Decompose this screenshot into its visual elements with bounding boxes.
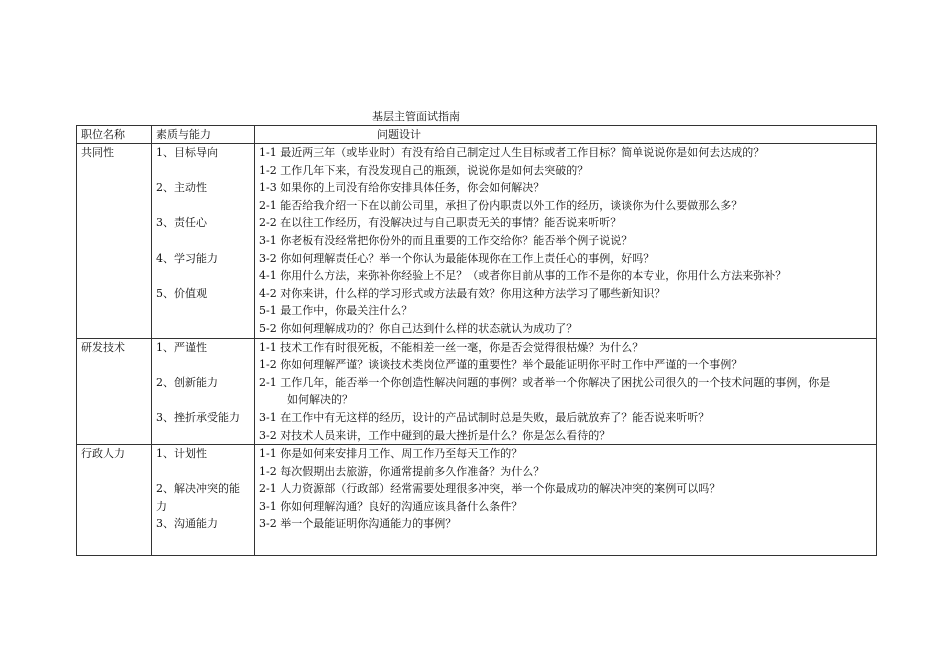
question-item: 2-2 在以往工作经历，有没解决过与自己职责无关的事情？能否说来听听？ xyxy=(259,216,622,230)
question-item: 1-1 技术工作有时很死板，不能相差一丝一毫，你是否会觉得很枯燥？为什么？ xyxy=(259,340,644,354)
quality-item: 3、挫折承受能力 xyxy=(156,410,240,424)
question-item: 1-3 如果你的上司没有给你安排具体任务，你会如何解决？ xyxy=(259,181,545,195)
quality-cell xyxy=(152,445,255,556)
section-row-admin xyxy=(77,445,877,556)
header-quality: 素质与能力 xyxy=(152,126,255,144)
question-item: 4-1 你用什么方法，来弥补你经验上不足？（或者你目前从事的工作不是你的本专业，你用什么方法来弥补？ xyxy=(259,269,787,283)
question-item: 3-1 在工作中有无这样的经历，设计的产品试制时总是失败，最后就放弃了？能否说来听听？ xyxy=(259,410,710,424)
position-name: 行政人力 xyxy=(81,447,125,461)
question-cell xyxy=(255,144,877,339)
question-cell xyxy=(255,445,877,556)
quality-item: 3、责任心 xyxy=(156,216,207,230)
question-item: 3-1 你老板有没经常把你份外的而且重要的工作交给你？能否举个例子说说？ xyxy=(259,233,633,247)
question-item: 1-2 工作几年下来，有没发现自己的瓶颈，说说你是如何去突破的？ xyxy=(259,163,589,177)
question-item: 1-1 最近两三年（或毕业时）有没有给自己制定过人生目标或者工作目标？简单说说你是如何去达成的？ xyxy=(259,146,765,159)
question-item-continuation: 如何解决的？ xyxy=(287,393,353,407)
question-item: 2-1 能否给我介绍一下在以前公司里，承担了份内职责以外工作的经历，谈谈你为什么要做那么多？ xyxy=(259,198,743,212)
question-item: 4-2 对你来讲，什么样的学习形式或方法最有效？你用这种方法学习了哪些新知识？ xyxy=(259,286,666,300)
question-item: 3-2 你如何理解责任心？举一个你认为最能体现你在工作上责任心的事例，好吗？ xyxy=(259,251,655,265)
position-name-cell xyxy=(77,338,152,445)
header-question-label: 问题设计 xyxy=(377,128,421,141)
quality-item: 2、解决冲突的能 xyxy=(156,482,240,496)
header-row xyxy=(77,126,877,144)
quality-item: 1、严谨性 xyxy=(156,340,207,354)
quality-item: 2、创新能力 xyxy=(156,375,218,389)
question-item: 1-1 你是如何来安排月工作、周工作乃至每天工作的？ xyxy=(259,447,523,461)
quality-item: 5、价值观 xyxy=(156,286,207,300)
interview-guide-table xyxy=(76,125,877,556)
question-item: 3-1 你如何理解沟通？良好的沟通应该具备什么条件？ xyxy=(259,499,523,513)
header-position: 职位名称 xyxy=(77,126,152,144)
section-row-rd xyxy=(77,338,877,445)
quality-item: 1、计划性 xyxy=(156,447,207,461)
header-question xyxy=(255,126,877,144)
question-item: 5-2 你如何理解成功的？你自己达到什么样的状态就认为成功了？ xyxy=(259,321,578,335)
quality-cell xyxy=(152,144,255,339)
section-row-common xyxy=(77,144,877,339)
quality-item: 4、学习能力 xyxy=(156,251,218,265)
question-item: 2-1 工作几年，能否举一个你创造性解决问题的事例？或者举一个你解决了困扰公司很久的一个技术问题的事例，你是 xyxy=(259,375,831,389)
question-item: 5-1 最工作中，你最关注什么？ xyxy=(259,304,413,318)
question-item: 3-2 举一个最能证明你沟通能力的事例？ xyxy=(259,517,457,531)
quality-cell xyxy=(152,338,255,445)
question-item: 2-1 人力资源部（行政部）经常需要处理很多冲突，举一个你最成功的解决冲突的案例可以吗？ xyxy=(259,482,721,496)
position-name: 共同性 xyxy=(81,146,114,159)
document-title: 基层主管面试指南 xyxy=(372,110,460,123)
question-item: 1-2 每次假期出去旅游，你通常提前多久作准备？为什么？ xyxy=(259,464,545,478)
quality-item: 1、目标导向 xyxy=(156,146,218,159)
question-item: 1-2 你如何理解严谨？谈谈技术类岗位严谨的重要性？举个最能证明你平时工作中严谨的一个事例？ xyxy=(259,358,743,372)
question-cell xyxy=(255,338,877,445)
position-name-cell xyxy=(77,445,152,556)
question-item: 3-2 对技术人员来讲，工作中碰到的最大挫折是什么？你是怎么看待的？ xyxy=(259,428,611,442)
position-name: 研发技术 xyxy=(81,340,125,354)
quality-item: 2、主动性 xyxy=(156,181,207,195)
position-name-cell xyxy=(77,144,152,339)
quality-item-continuation: 力 xyxy=(156,499,167,513)
quality-item: 3、沟通能力 xyxy=(156,517,218,531)
